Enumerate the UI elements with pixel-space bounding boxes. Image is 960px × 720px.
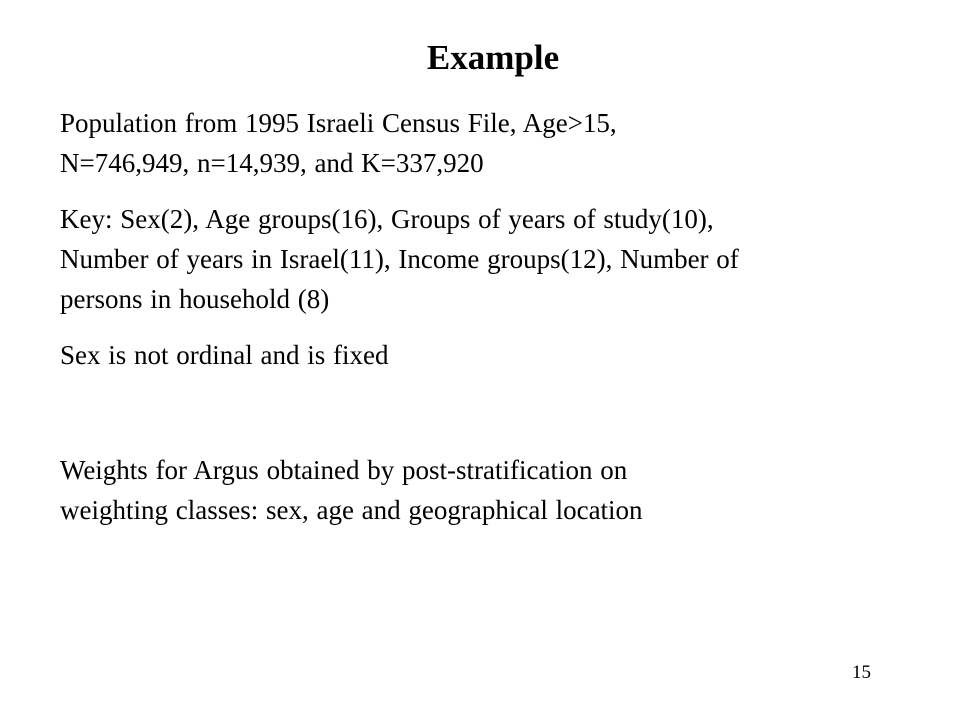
page-number: 15 bbox=[852, 662, 871, 683]
sex-note-paragraph bbox=[60, 335, 880, 375]
slide-title: Example bbox=[426, 38, 560, 77]
text-line: Weights for Argus obtained by post-stratification on bbox=[60, 455, 628, 485]
weights-paragraph bbox=[60, 450, 880, 530]
key-paragraph bbox=[60, 199, 880, 319]
text-line: persons in household (8) bbox=[60, 284, 330, 314]
text-line: Key: Sex(2), Age groups(16), Groups of years of study(10), bbox=[60, 204, 714, 234]
population-paragraph bbox=[60, 103, 880, 183]
text-line: N=746,949, n=14,939, and K=337,920 bbox=[60, 148, 484, 178]
text-line: Sex is not ordinal and is fixed bbox=[60, 340, 389, 370]
text-line: Population from 1995 Israeli Census File, Age>15, bbox=[60, 108, 617, 138]
text-line: weighting classes: sex, age and geographical location bbox=[60, 495, 643, 525]
text-line: Number of years in Israel(11), Income groups(12), Number of bbox=[60, 244, 739, 274]
